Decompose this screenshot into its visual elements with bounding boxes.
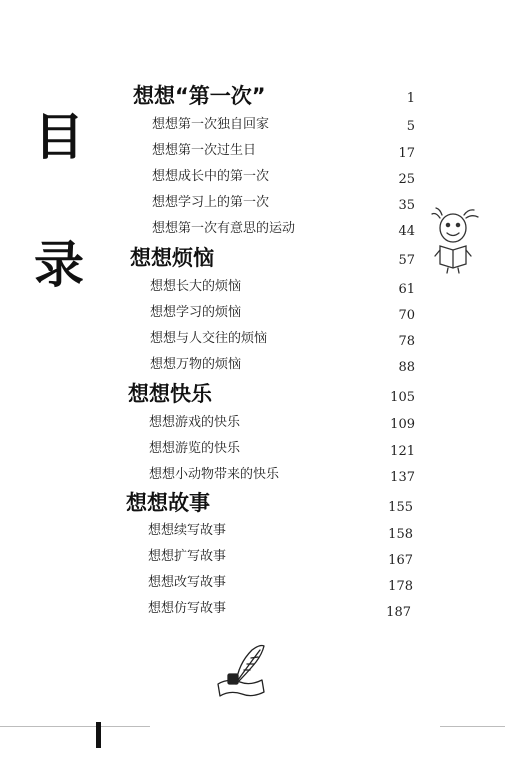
toc-entry-page: 167 [388,553,413,568]
toc-entry-page: 25 [398,172,415,187]
toc-entry: 想想与人交往的烦恼 [150,331,268,346]
footer-rule [440,726,505,727]
toc-entry-page: 17 [398,146,415,161]
toc-entry-page: 158 [388,527,413,542]
toc-entry: 想想扩写故事 [148,549,227,564]
toc-entry-page: 137 [390,470,415,485]
toc-entry: 想想续写故事 [148,523,227,538]
quill-pen-icon [214,640,270,704]
toc-entry-page: 35 [398,198,415,213]
footer-rule [0,726,150,727]
toc-entry-page: 178 [388,579,413,594]
toc-entry: 想想学习的烦恼 [150,305,242,320]
toc-entry: 想想第一次有意思的运动 [152,221,296,236]
toc-entry-page: 88 [398,360,415,375]
toc-entry-page: 44 [398,224,415,239]
section-title: 想想烦恼 [130,246,214,270]
girl-reading-icon [428,206,484,274]
toc-entry-page: 109 [390,417,415,432]
toc-entry: 想想学习上的第一次 [152,195,270,210]
toc-heading-char-1: 目 [34,108,84,166]
toc-entry: 想想改写故事 [148,575,227,590]
toc-entry-page: 5 [406,119,415,134]
toc-entry: 想想第一次过生日 [152,143,257,158]
toc-entry-page: 61 [398,282,415,297]
footer-mark [96,722,101,748]
section-page-number: 105 [390,390,415,405]
toc-entry-page: 78 [398,334,415,349]
section-title: 想想快乐 [128,382,212,406]
toc-entry-page: 70 [398,308,415,323]
section-page-number: 57 [398,253,415,268]
toc-entry: 想想成长中的第一次 [152,169,270,184]
toc-entry: 想想万物的烦恼 [150,357,242,372]
section-page-number: 155 [388,500,413,515]
toc-entry: 想想游戏的快乐 [149,415,241,430]
toc-heading-char-2: 录 [34,236,84,294]
toc-entry: 想想第一次独自回家 [152,117,270,132]
toc-entry-page: 121 [390,444,415,459]
toc-entry: 想想仿写故事 [148,601,227,616]
section-page-number: 1 [406,91,415,106]
section-title: 想想“第一次” [133,84,266,108]
toc-entry-page: 187 [386,605,411,620]
toc-entry: 想想长大的烦恼 [150,279,242,294]
section-title: 想想故事 [126,491,210,515]
toc-entry: 想想游览的快乐 [149,441,241,456]
toc-entry: 想想小动物带来的快乐 [149,467,280,482]
